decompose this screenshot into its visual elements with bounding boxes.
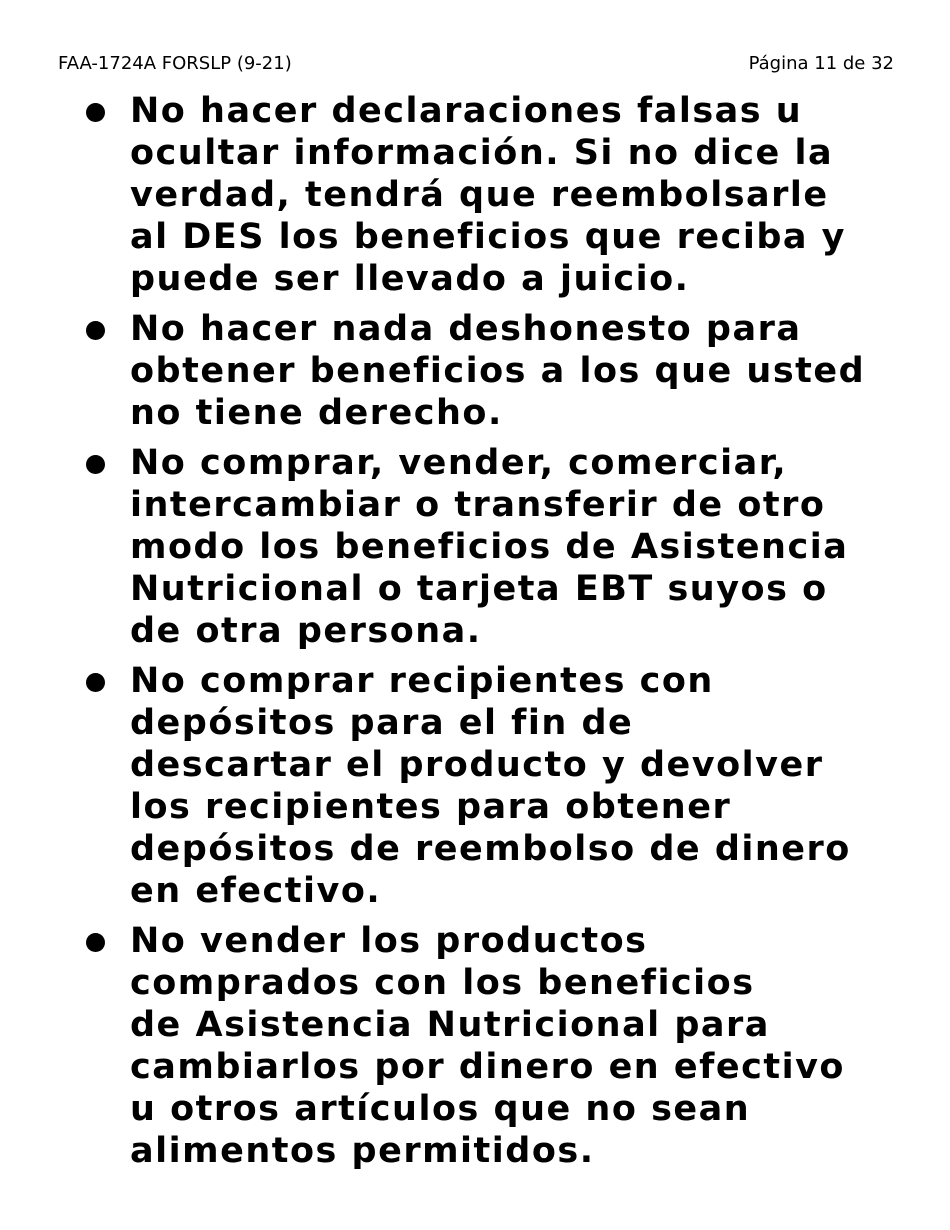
bullet-item [0, 308, 910, 434]
bullet-line: en efectivo. [130, 871, 382, 911]
bullet-line: alimentos permitidos. [130, 1131, 595, 1171]
bullet-line: no tiene derecho. [130, 393, 503, 433]
bullet-dot-icon [86, 455, 105, 474]
bullet-line: u otros artículos que no sean [130, 1089, 751, 1129]
bullet-line: No comprar, vender, comerciar, [130, 443, 788, 483]
bullet-dot-icon [86, 933, 105, 952]
bullet-line: de otra persona. [130, 611, 482, 651]
bullet-line: depósitos de reembolso de dinero [130, 829, 851, 869]
bullet-line: obtener beneficios a los que usted [130, 351, 866, 391]
bullet-item [0, 442, 910, 652]
bullet-item [0, 660, 910, 912]
bullet-dot-icon [86, 673, 105, 692]
bullet-line: ocultar información. Si no dice la [130, 133, 834, 173]
bullet-line: descartar el producto y devolver [130, 745, 824, 785]
bullet-line: los recipientes para obtener [130, 787, 732, 827]
bullet-line: No hacer declaraciones falsas u [130, 91, 803, 131]
bullet-line: al DES los beneficios que reciba y [130, 217, 846, 257]
bullet-dot-icon [86, 321, 105, 340]
bullet-dot-icon [86, 103, 105, 122]
bullet-line: verdad, tendrá que reembolsarle [130, 175, 829, 215]
bullet-list [0, 90, 950, 1180]
bullet-line: No vender los productos [130, 921, 648, 961]
page-header [58, 51, 894, 77]
bullet-line: puede ser llevado a juicio. [130, 259, 690, 299]
page-number: Página 11 de 32 [748, 53, 894, 74]
bullet-line: Nutricional o tarjeta EBT suyos o [130, 569, 828, 609]
bullet-line: intercambiar o transferir de otro [130, 485, 826, 525]
bullet-line: cambiarlos por dinero en efectivo [130, 1047, 845, 1087]
bullet-line: No comprar recipientes con [130, 661, 714, 701]
bullet-line: modo los beneficios de Asistencia [130, 527, 849, 567]
bullet-line: depósitos para el fin de [130, 703, 634, 743]
bullet-line: No hacer nada deshonesto para [130, 309, 802, 349]
bullet-item [0, 90, 910, 300]
form-id: FAA-1724A FORSLP (9-21) [58, 53, 292, 74]
bullet-line: de Asistencia Nutricional para [130, 1005, 770, 1045]
bullet-item [0, 920, 910, 1172]
bullet-line: comprados con los beneficios [130, 963, 755, 1003]
